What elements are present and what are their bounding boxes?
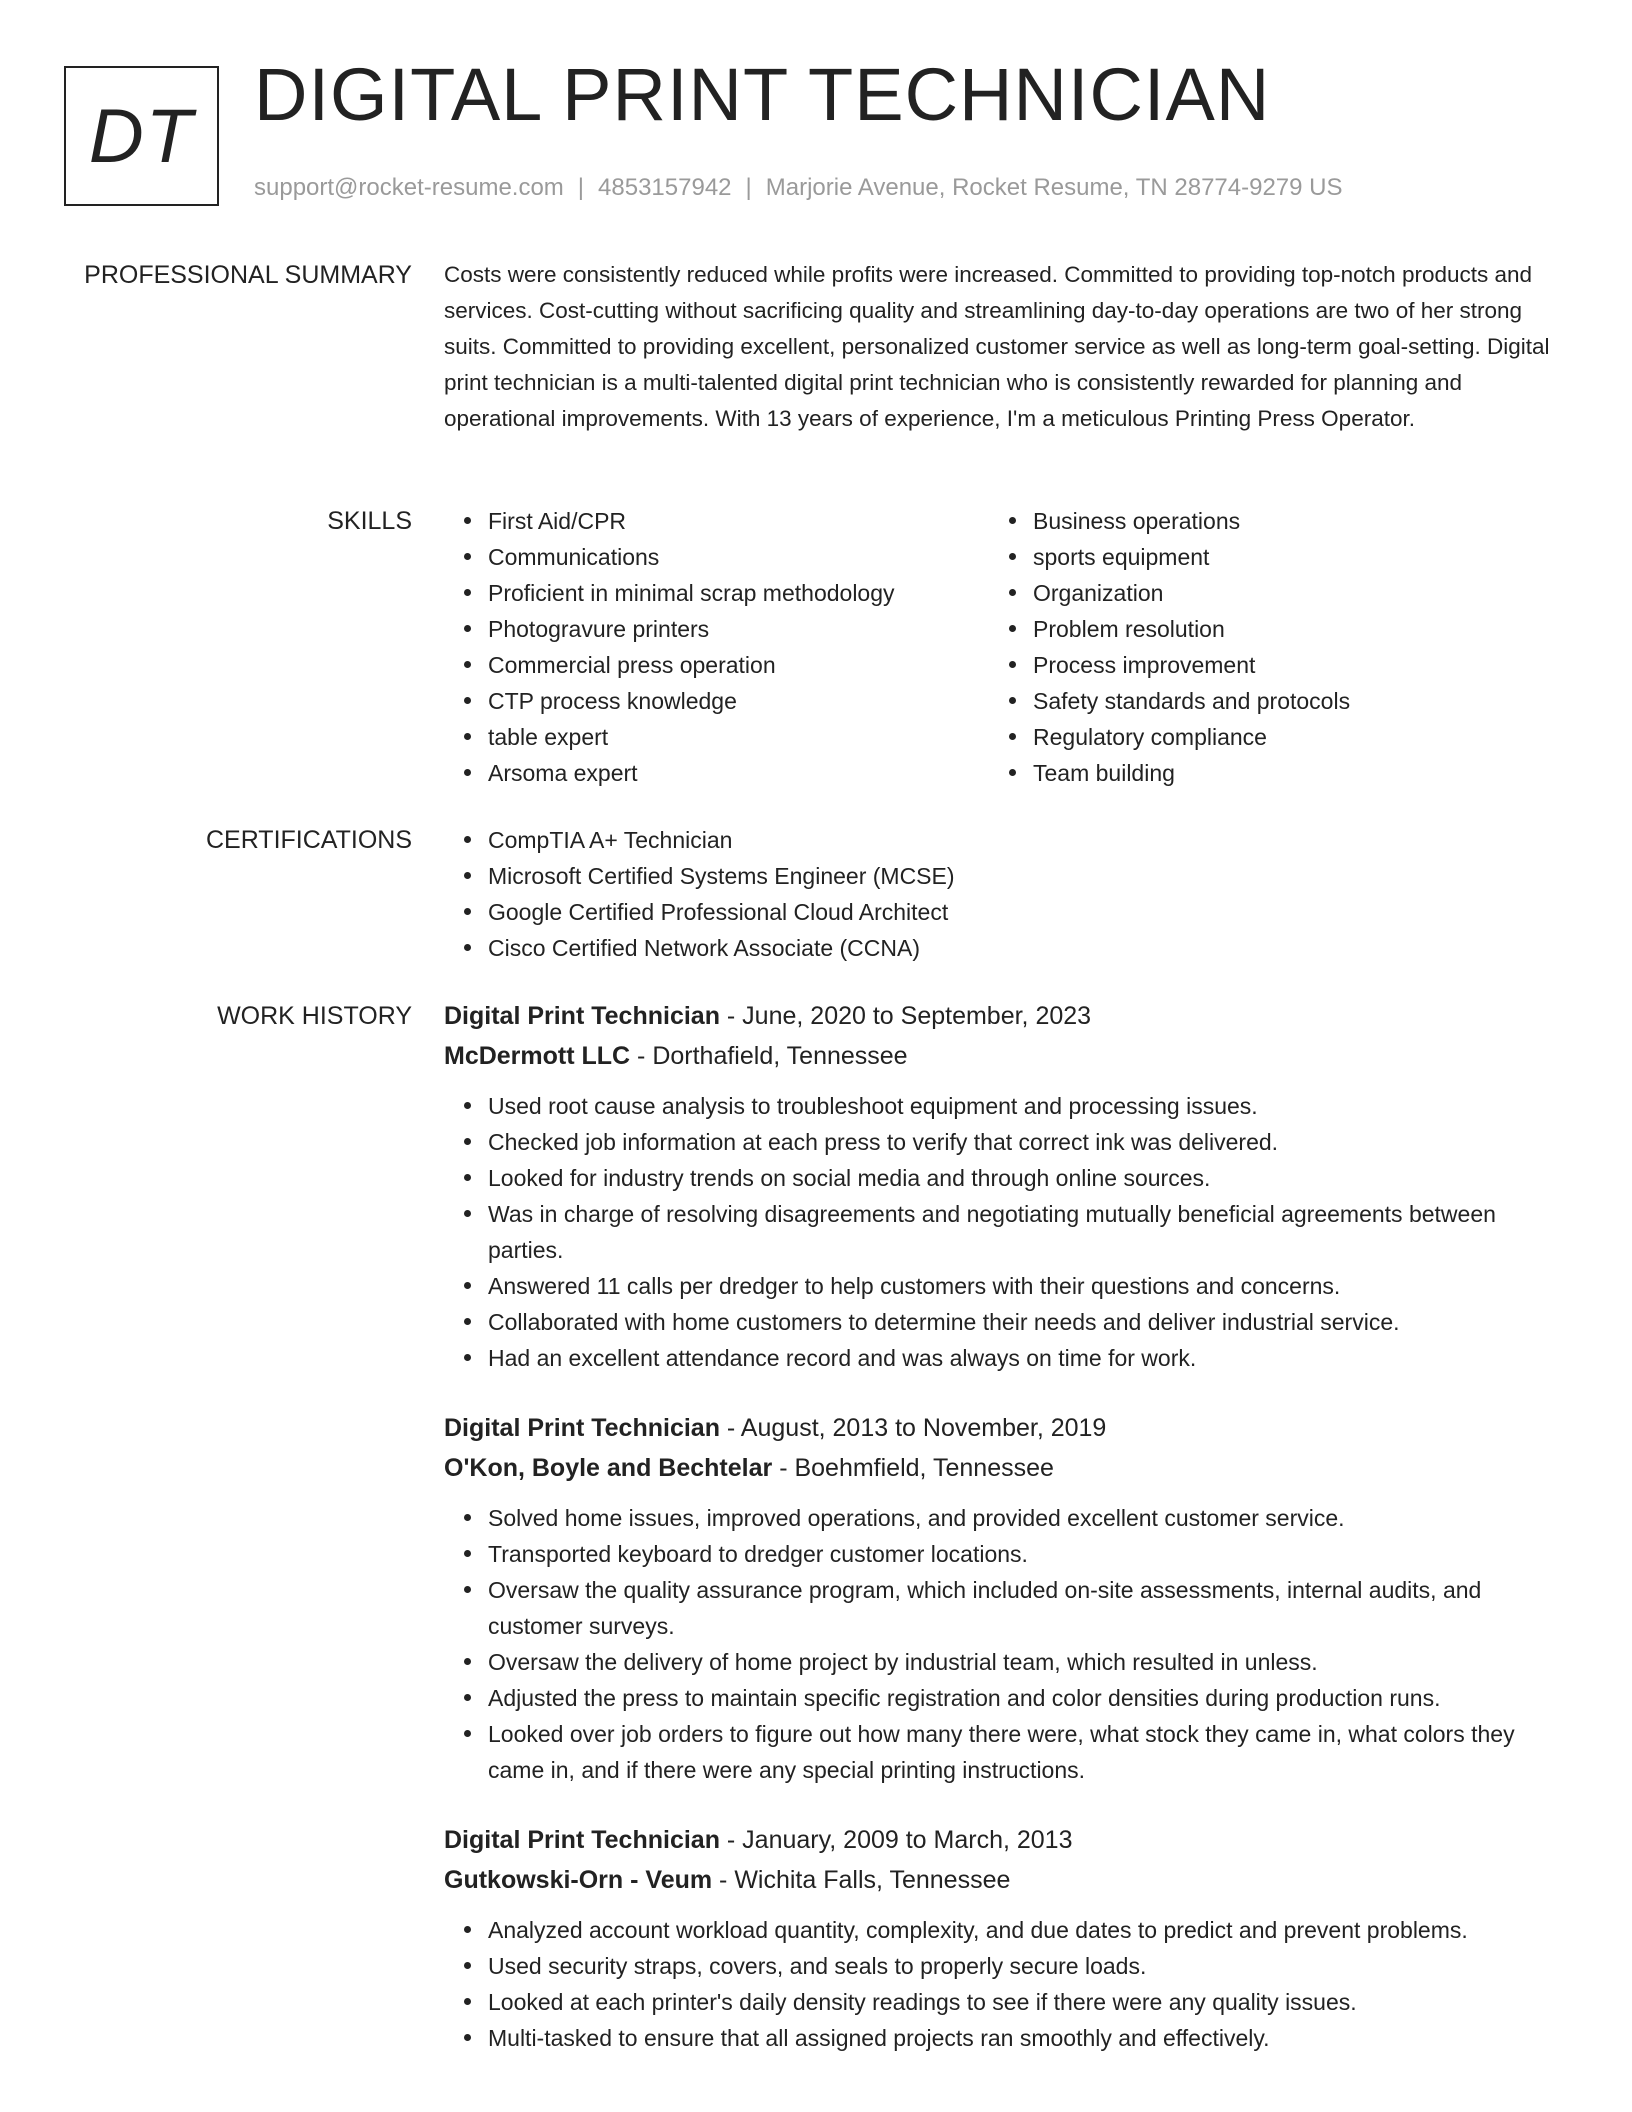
job-title-line bbox=[444, 1408, 1568, 1448]
job-duty-item: Adjusted the press to maintain specific registration and color densities during production runs. bbox=[444, 1680, 1568, 1716]
job-entry bbox=[444, 1408, 1568, 1788]
job-location: - Boehmfield, Tennessee bbox=[772, 1454, 1054, 1482]
skill-item: Process improvement bbox=[989, 647, 1534, 683]
skills-title: SKILLS bbox=[327, 507, 412, 535]
skill-item: Communications bbox=[444, 539, 989, 575]
job-duty-item: Looked at each printer's daily density readings to see if there were any quality issues. bbox=[444, 1984, 1568, 2020]
contact-email: support@rocket-resume.com bbox=[254, 174, 564, 201]
certification-item: Google Certified Professional Cloud Architect bbox=[444, 894, 1568, 930]
skill-item: First Aid/CPR bbox=[444, 503, 989, 539]
job-duty-item: Analyzed account workload quantity, complexity, and due dates to predict and prevent problems. bbox=[444, 1912, 1568, 1948]
resume-name: DIGITAL PRINT TECHNICIAN bbox=[254, 53, 1271, 136]
skill-item: Safety standards and protocols bbox=[989, 683, 1534, 719]
contact-address: Marjorie Avenue, Rocket Resume, TN 28774-9279 US bbox=[765, 174, 1343, 201]
job-duty-item: Oversaw the quality assurance program, which included on-site assessments, internal audits, and customer surveys. bbox=[444, 1572, 1568, 1644]
job-company: O'Kon, Boyle and Bechtelar bbox=[444, 1454, 773, 1482]
skill-item: Commercial press operation bbox=[444, 647, 989, 683]
job-location: - Dorthafield, Tennessee bbox=[630, 1042, 908, 1070]
job-title-line bbox=[444, 1820, 1568, 1860]
skill-item: table expert bbox=[444, 719, 989, 755]
job-entry bbox=[444, 996, 1568, 1376]
contact-separator: | bbox=[577, 174, 585, 201]
skill-item: Arsoma expert bbox=[444, 755, 989, 791]
job-role: Digital Print Technician bbox=[444, 1414, 720, 1442]
job-company-line bbox=[444, 1036, 1568, 1076]
certification-item: Cisco Certified Network Associate (CCNA) bbox=[444, 930, 1568, 966]
job-duties-list bbox=[444, 1088, 1568, 1376]
job-duty-item: Solved home issues, improved operations, and provided excellent customer service. bbox=[444, 1500, 1568, 1536]
certifications-list bbox=[444, 822, 1568, 966]
skills-list-left bbox=[444, 503, 989, 791]
skill-item: CTP process knowledge bbox=[444, 683, 989, 719]
job-duty-item: Multi-tasked to ensure that all assigned projects ran smoothly and effectively. bbox=[444, 2020, 1568, 2056]
skill-item: sports equipment bbox=[989, 539, 1534, 575]
contact-line bbox=[254, 174, 1343, 202]
skill-item: Photogravure printers bbox=[444, 611, 989, 647]
job-duty-item: Oversaw the delivery of home project by industrial team, which resulted in unless. bbox=[444, 1644, 1568, 1680]
summary-title: PROFESSIONAL SUMMARY bbox=[84, 261, 412, 289]
skill-item: Proficient in minimal scrap methodology bbox=[444, 575, 989, 611]
job-duty-item: Looked for industry trends on social media and through online sources. bbox=[444, 1160, 1568, 1196]
contact-separator: | bbox=[745, 174, 752, 201]
certifications-body bbox=[444, 822, 1568, 966]
job-duty-item: Collaborated with home customers to determine their needs and deliver industrial service. bbox=[444, 1304, 1568, 1340]
skill-item: Regulatory compliance bbox=[989, 719, 1534, 755]
job-duty-item: Had an excellent attendance record and was always on time for work. bbox=[444, 1340, 1568, 1376]
job-dates: - August, 2013 to November, 2019 bbox=[719, 1414, 1107, 1442]
job-company: McDermott LLC bbox=[444, 1042, 631, 1070]
job-company-line bbox=[444, 1448, 1568, 1488]
skill-item: Problem resolution bbox=[989, 611, 1534, 647]
job-duties-list bbox=[444, 1912, 1568, 2056]
job-title-line bbox=[444, 996, 1568, 1036]
skill-item: Business operations bbox=[989, 503, 1534, 539]
job-dates: - June, 2020 to September, 2023 bbox=[719, 1002, 1092, 1030]
job-dates: - January, 2009 to March, 2013 bbox=[719, 1826, 1073, 1854]
job-location: - Wichita Falls, Tennessee bbox=[712, 1866, 1011, 1894]
contact-phone: 4853157942 bbox=[598, 174, 732, 201]
resume-header bbox=[64, 53, 1584, 208]
job-duty-item: Transported keyboard to dredger customer locations. bbox=[444, 1536, 1568, 1572]
certification-item: Microsoft Certified Systems Engineer (MCSE) bbox=[444, 858, 1568, 894]
work-history-title: WORK HISTORY bbox=[217, 1002, 412, 1030]
job-duty-item: Was in charge of resolving disagreements and negotiating mutually beneficial agreements between parties. bbox=[444, 1196, 1568, 1268]
monogram-badge: DT bbox=[64, 66, 219, 206]
job-duty-item: Used root cause analysis to troubleshoot equipment and processing issues. bbox=[444, 1088, 1568, 1124]
summary-text: Costs were consistently reduced while profits were increased. Committed to providing top-notch products and services. Cost-cutting without sacrificing quality and streamlining day-to-day operations are two of her strong suits. Committed to providing excellent, personalized customer service as well as long-term goal-setting. Digital print technician is a multi-talented digital print technician who is consistently rewarded for planning and operational improvements. With 13 years of experience, I'm a meticulous Printing Press Operator. bbox=[444, 262, 1550, 431]
job-duty-item: Looked over job orders to figure out how many there were, what stock they came in, what colors they came in, and if there were any special printing instructions. bbox=[444, 1716, 1568, 1788]
job-duty-item: Used security straps, covers, and seals to properly secure loads. bbox=[444, 1948, 1568, 1984]
skill-item: Team building bbox=[989, 755, 1534, 791]
job-company-line bbox=[444, 1860, 1568, 1900]
skill-item: Organization bbox=[989, 575, 1534, 611]
job-duties-list bbox=[444, 1500, 1568, 1788]
job-duty-item: Answered 11 calls per dredger to help customers with their questions and concerns. bbox=[444, 1268, 1568, 1304]
job-entry bbox=[444, 1820, 1568, 2056]
skills-list-right bbox=[989, 503, 1534, 791]
skills-body bbox=[444, 503, 1568, 791]
job-role: Digital Print Technician bbox=[444, 1826, 720, 1854]
job-company: Gutkowski-Orn - Veum bbox=[444, 1866, 713, 1894]
certification-item: CompTIA A+ Technician bbox=[444, 822, 1568, 858]
job-role: Digital Print Technician bbox=[444, 1002, 720, 1030]
certifications-title: CERTIFICATIONS bbox=[205, 826, 412, 854]
job-duty-item: Checked job information at each press to verify that correct ink was delivered. bbox=[444, 1124, 1568, 1160]
